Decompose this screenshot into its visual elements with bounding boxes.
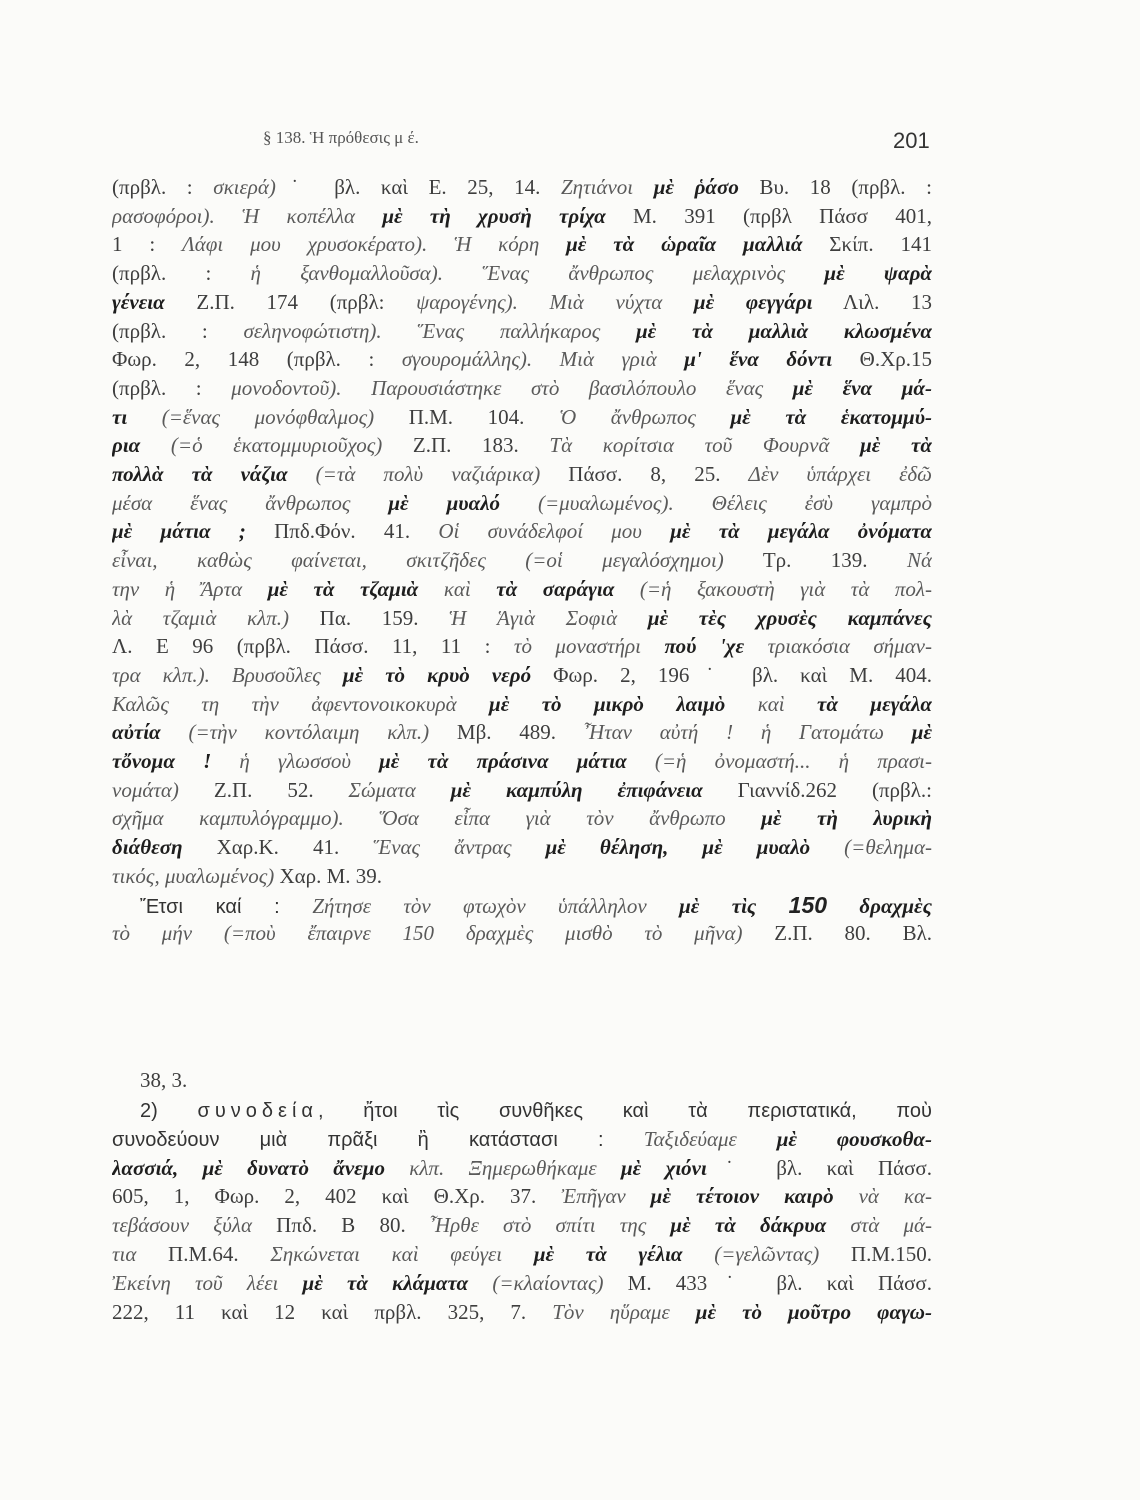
emphasized-example: μὲ τὰ τζαμιὰ — [267, 576, 419, 601]
text-line — [112, 231, 932, 259]
italic-text: (=μυαλωμένος). Θέλεις ἐσὺ γαμπρὸ — [500, 490, 932, 515]
text-line — [112, 576, 932, 604]
text-segment: Ππδ.Φόν. 41. — [245, 519, 439, 544]
italic-text: τια — [112, 1242, 137, 1266]
text-line — [112, 289, 932, 317]
emphasized-example: μὲ τὴ λυρικὴ — [761, 806, 932, 831]
italic-text: την ἡ Ἄρτα — [112, 576, 268, 601]
italic-text: Οἱ συνάδελφοί μου — [438, 519, 671, 544]
italic-text: Ἦταν αὐτή ! ἡ Γατομάτω — [583, 720, 912, 745]
text-line — [112, 1183, 932, 1211]
italic-text: (=ἡ ὀνομαστή... ἡ πρασι- — [626, 749, 932, 773]
text-line — [140, 1097, 932, 1125]
emphasized-example: μὲ τὶς — [679, 893, 789, 918]
text-segment: Ἔτσι καί : — [140, 895, 313, 918]
text-segment: Ζ.Π. 174 (πρβλ: — [164, 289, 417, 314]
emphasized-example: πού 'χε — [664, 634, 745, 659]
italic-text: Καλῶς τη τὴν ἀφεντονοικοκυρὰ — [112, 691, 490, 716]
text-line — [112, 318, 932, 346]
emphasized-example: μὲ τὰ γέλια — [533, 1242, 683, 1266]
text-segment: Μ. 433˙ βλ. καὶ Πάσσ. — [603, 1270, 932, 1295]
text-segment: Λιλ. 13 — [812, 289, 932, 314]
text-line — [112, 1299, 932, 1327]
text-line — [112, 174, 932, 202]
italic-text: (=γελῶντας) — [682, 1242, 820, 1266]
text-segment: Μβ. 489. — [429, 720, 584, 745]
italic-text: Ἦρθε στὸ σπίτι της — [429, 1213, 671, 1238]
text-segment: Ζ.Π. 80. Βλ. — [742, 921, 932, 946]
text-line — [112, 1241, 932, 1269]
text-segment: (πρβλ. : — [112, 318, 244, 343]
emphasized-example: μὲ φουσκοθα- — [776, 1126, 932, 1151]
italic-text: νὰ κα- — [833, 1184, 932, 1209]
italic-text: σγουρομάλλης). Μιὰ γριὰ — [401, 347, 685, 372]
text-line — [112, 662, 932, 690]
italic-text: Ἕνας ἄντρας — [373, 835, 546, 860]
emphasized-example: μὲ χιόνι — [621, 1155, 707, 1180]
italic-text: τριακόσια σήμαν- — [744, 634, 932, 659]
text-segment: Τρ. 139. — [723, 548, 907, 573]
italic-text: Λάφι μου χρυσοκέρατο). Ἡ κόρη — [182, 232, 567, 257]
text-segment: Πα. 159. — [288, 605, 450, 630]
emphasized-example: μὲ μάτια ; — [112, 519, 246, 544]
text-line — [112, 691, 932, 719]
text-segment: Π.Μ.150. — [819, 1242, 932, 1266]
emphasized-example: μὲ τὸ μικρὸ λαιμὸ — [489, 691, 726, 716]
emphasized-example: μὲ τὰ δάκρυα — [670, 1213, 827, 1238]
italic-text: Ὁ ἄνθρωπος — [558, 404, 731, 429]
italic-text: τὸ μοναστήρι — [513, 634, 665, 659]
text-segment: Ζ.Π. 183. — [382, 433, 550, 458]
italic-text: κλπ. Ξημερωθήκαμε — [384, 1155, 621, 1180]
emphasized-example: μὲ μυαλό — [388, 490, 501, 515]
text-segment: Μ. 391 (πρβλ Πάσσ 401, — [605, 203, 932, 228]
italic-text: Ταξιδεύαμε — [643, 1126, 777, 1151]
text-segment: Φωρ. 2, 148 (πρβλ. : — [112, 347, 402, 372]
emphasized-example: μὲ φεγγάρι — [693, 289, 813, 314]
emphasized-example: μὲ τὴ χρυσὴ τρίχα — [382, 203, 606, 228]
italic-text: Νά — [906, 548, 932, 573]
text-line — [112, 863, 932, 891]
italic-text: (=ἡ ξακουστὴ γιὰ τὰ πολ- — [614, 576, 932, 601]
italic-text: εἶναι, καθὼς φαίνεται, σκιτζῆδες (=οἱ μεγαλόσχημοι) — [112, 548, 724, 573]
italic-text: σεληνοφώτιστη). Ἕνας παλλήκαρος — [243, 318, 636, 343]
text-segment: Φωρ. 2, 196˙ βλ. καὶ Μ. 404. — [531, 662, 932, 687]
emphasized-example: μὲ τὲς χρυσὲς καμπάνες — [647, 605, 932, 630]
italic-text: Τὰ κορίτσια τοῦ Φουρνᾶ — [549, 433, 861, 458]
text-segment: ˙ βλ. καὶ Πάσσ. — [706, 1155, 932, 1180]
text-segment: (πρβλ. : — [112, 175, 214, 199]
emphasized-example: μ' ἕνα δόντι — [684, 347, 833, 372]
italic-text: τεβάσουν ξύλα — [112, 1213, 253, 1238]
emphasized-example: τι — [112, 404, 128, 429]
text-line — [112, 260, 932, 288]
emphasized-example: μὲ ψαρὰ — [824, 261, 932, 286]
text-segment: 38, 3. — [140, 1068, 188, 1092]
italic-text: καὶ — [418, 576, 497, 601]
emphasized-example: μὲ τὰ μεγάλα ὀνόματα — [670, 519, 932, 544]
text-line — [112, 920, 932, 948]
emphasized-example: μὲ τὰ πράσινα μάτια — [379, 749, 627, 773]
emphasized-example: αὐτία — [112, 720, 161, 745]
italic-text: στὰ μά- — [826, 1213, 932, 1238]
emphasized-example: λασσιά, μὲ δυνατὸ ἄνεμο — [112, 1155, 385, 1180]
emphasized-example: γένεια — [112, 289, 165, 314]
emphasized-example: δραχμὲς — [827, 893, 932, 918]
italic-text: τὸ μήν (=ποὺ ἔπαιρνε 150 δραχμὲς μισθὸ τὸ μῆνα) — [112, 921, 743, 946]
emphasized-example: ρια — [112, 433, 141, 458]
text-line — [112, 432, 932, 460]
running-header: § 138. Ἡ πρόθεσις μ έ. — [263, 128, 419, 147]
text-segment: 605, 1, Φωρ. 2, 402 καὶ Θ.Χρ. 37. — [112, 1184, 562, 1209]
emphasized-example: τὰ σαράγια — [496, 576, 615, 601]
italic-text: Σηκώνεται καὶ φεύγει — [270, 1242, 534, 1266]
italic-text: νομάτα) — [112, 777, 179, 802]
text-line — [112, 1155, 932, 1183]
emphasized-example: μὲ τὰ — [860, 433, 932, 458]
italic-text: (=κλαίοντας) — [468, 1270, 604, 1295]
emphasized-example: μὲ τὰ ἑκατομμύ- — [730, 404, 932, 429]
italic-text: σχῆμα καμπυλόγραμμο). Ὅσα εἶπα γιὰ τὸν ἄνθρωπο — [112, 806, 762, 831]
text-segment: Ζ.Π. 52. — [178, 777, 349, 802]
emphasized-example: μὲ τὰ κλάματα — [302, 1270, 469, 1295]
text-line — [112, 404, 932, 432]
italic-text: λὰ τζαμιὰ κλπ.) — [112, 605, 289, 630]
text-segment: Λ. Ε 96 (πρβλ. Πάσσ. 11, 11 : — [112, 634, 514, 659]
italic-text: τικός, μυαλωμένος) — [112, 863, 275, 888]
emphasized-example: διάθεση — [112, 835, 183, 860]
emphasized-example: μὲ τὸ κρυὸ νερό — [342, 662, 532, 687]
text-segment: Χαρ. Μ. 39. — [274, 863, 383, 888]
emphasized-example: τὄνομα ! — [112, 749, 212, 773]
text-line — [112, 834, 932, 862]
italic-text: Ἐπῆγαν — [561, 1184, 651, 1209]
text-line — [112, 203, 932, 231]
text-segment: συνοδεία — [197, 1100, 318, 1122]
emphasized-example: πολλὰ τὰ νάζια — [112, 462, 288, 486]
italic-text: σκιερά) — [213, 175, 276, 199]
italic-text: μέσα ἕνας ἄνθρωπος — [112, 490, 389, 515]
page-number: 201 — [893, 128, 930, 153]
text-line — [112, 748, 932, 776]
italic-text: Ἡ Ἁγιὰ Σοφιὰ — [449, 605, 648, 630]
italic-text: Τὸν ηὕραμε — [552, 1299, 696, 1324]
text-line — [112, 1126, 932, 1154]
text-segment: Βυ. 18 (πρβλ. : — [738, 175, 932, 199]
italic-text: (=ὁ ἑκατομμυριοῦχος) — [140, 433, 383, 458]
emphasized-example: τὰ μεγάλα — [817, 691, 932, 716]
emphasized-example: μὲ — [911, 720, 932, 745]
emphasized-example: μὲ τὰ μαλλιὰ κλωσμένα — [636, 318, 932, 343]
text-segment: (πρβλ. : — [112, 261, 251, 286]
italic-text: ἡ γλωσσοὺ — [211, 749, 380, 773]
italic-text: Ἐκείνη τοῦ λέει — [112, 1270, 303, 1295]
text-line — [112, 1212, 932, 1240]
emphasized-example: μὲ ῥάσο — [653, 175, 739, 199]
text-segment: 2) — [140, 1100, 198, 1122]
italic-text: Σώματα — [348, 777, 451, 802]
emphasized-example: μὲ τὰ ὡραῖα μαλλιά — [566, 232, 803, 257]
text-segment: Θ.Χρ.15 — [832, 347, 932, 372]
text-line — [112, 346, 932, 374]
text-segment: Π.Μ.64. — [136, 1242, 271, 1266]
italic-text: (=θελημα- — [810, 835, 932, 860]
text-segment: Π.Μ. 104. — [374, 404, 559, 429]
text-segment: (πρβλ. : — [112, 375, 232, 400]
text-segment: ˙ βλ. καὶ Ε. 25, 14. — [275, 175, 561, 199]
text-line — [112, 547, 932, 575]
text-segment: Πάσσ. 8, 25. — [540, 462, 749, 486]
text-segment: Χαρ.Κ. 41. — [182, 835, 374, 860]
italic-text: ψαρογένης). Μιὰ νύχτα — [416, 289, 694, 314]
text-line — [112, 375, 932, 403]
text-segment: 1 : — [112, 232, 183, 257]
text-segment: 150 — [788, 891, 828, 918]
emphasized-example: μὲ θέληση, μὲ μυαλὸ — [545, 835, 811, 860]
text-segment: 222, 11 καὶ 12 καὶ πρβλ. 325, 7. — [112, 1299, 553, 1324]
italic-text: (=τὴν κοντόλαιμη κλπ.) — [160, 720, 430, 745]
text-segment: Ππδ. Β 80. — [252, 1213, 430, 1238]
italic-text: μονοδοντοῦ). Παρουσιάστηκε στὸ βασιλόπουλο ἕνας — [231, 375, 793, 400]
italic-text: τρα κλπ.). Βρυσοῦλες — [112, 662, 343, 687]
text-line — [112, 490, 932, 518]
text-line — [140, 1067, 932, 1095]
text-segment: Σκίπ. 141 — [802, 232, 932, 257]
text-line — [112, 1270, 932, 1298]
emphasized-example: μὲ τὸ μοῦτρο φαγω- — [695, 1299, 932, 1324]
text-line — [112, 605, 932, 633]
emphasized-example: μὲ καμπύλη ἐπιφάνεια — [450, 777, 703, 802]
italic-text: (=ἕνας μονόφθαλμος) — [127, 404, 375, 429]
text-line — [140, 892, 932, 920]
italic-text: Ζήτησε τὸν φτωχὸν ὑπάλληλον — [312, 893, 680, 918]
emphasized-example: μὲ ἕνα μά- — [792, 375, 932, 400]
italic-text: ἡ ξανθομαλλοῦσα). Ἕνας ἄνθρωπος μελαχρινὸς — [250, 261, 825, 286]
italic-text: (=τὰ πολὺ ναζιάρικα) — [287, 462, 541, 486]
text-line — [112, 719, 932, 747]
italic-text: ρασοφόροι). Ἡ κοπέλλα — [112, 203, 383, 228]
emphasized-example: μὲ τέτοιον καιρὸ — [650, 1184, 834, 1209]
text-line — [112, 518, 932, 546]
text-segment: , ἤτοι τὶς συνθῆκες καὶ τὰ περιστατικά, ποὺ — [317, 1100, 932, 1122]
text-segment: συνοδεύουν μιὰ πρᾶξι ἢ κατάστασι : — [112, 1128, 644, 1151]
text-line — [112, 777, 932, 805]
italic-text: Ζητιάνοι — [560, 175, 654, 199]
text-line — [112, 805, 932, 833]
italic-text: καὶ — [725, 691, 818, 716]
text-segment: Γιαννίδ.262 (πρβλ.: — [702, 777, 932, 802]
text-line — [112, 633, 932, 661]
italic-text: Δὲν ὑπάρχει ἐδῶ — [748, 462, 932, 486]
text-line — [112, 461, 932, 489]
